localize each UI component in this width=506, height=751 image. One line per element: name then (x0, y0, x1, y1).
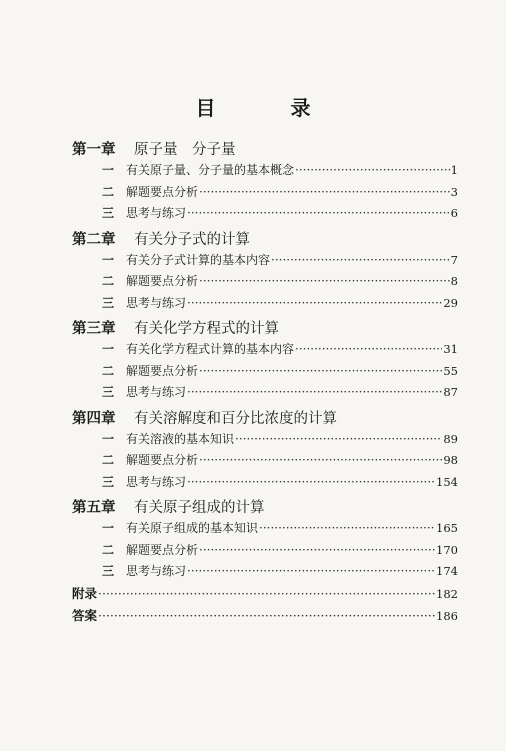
toc-entry[interactable] (72, 204, 458, 226)
appendix-label: 附录 (72, 585, 98, 601)
chapter-title: 有关原子组成的计算 (134, 500, 265, 516)
toc-entry[interactable] (72, 183, 458, 205)
dot-leader (187, 206, 450, 220)
entry-number: 二 (102, 453, 115, 467)
entry-page: 89 (443, 431, 458, 446)
toc-entry-appendix[interactable] (72, 584, 458, 606)
answers-label: 答案 (72, 607, 98, 623)
entry-title: 有关溶液的基本知识 (126, 431, 235, 446)
entry-title: 有关原子组成的基本知识 (126, 521, 259, 535)
entry-number: 三 (102, 206, 115, 220)
entry-number: 三 (102, 564, 115, 578)
chapter-label: 第五章 (72, 500, 116, 516)
toc-entry[interactable] (72, 541, 458, 563)
entry-number: 三 (102, 295, 115, 310)
entry-title: 思考与练习 (126, 295, 187, 310)
entry-page: 165 (436, 521, 458, 535)
entry-number: 三 (102, 474, 115, 489)
entry-title: 思考与练习 (126, 474, 187, 489)
dot-leader (199, 543, 435, 557)
page-title: 目 录 (195, 96, 345, 120)
entry-page: 55 (443, 363, 458, 378)
entry-number: 二 (102, 363, 115, 378)
toc-entry[interactable] (72, 383, 458, 405)
toc-entry-answers[interactable] (72, 606, 458, 628)
entry-page: 6 (450, 206, 458, 220)
chapter-label: 第二章 (72, 231, 116, 248)
entry-page: 1 (450, 163, 458, 177)
chapter-heading[interactable] (72, 496, 458, 519)
entry-title: 解题要点分析 (126, 363, 199, 378)
entry-number: 一 (102, 431, 115, 446)
dot-leader (259, 521, 435, 535)
entry-page: 186 (436, 608, 458, 623)
dot-leader (187, 475, 435, 489)
chapter-label: 第三章 (72, 321, 116, 337)
entry-page: 87 (443, 385, 458, 399)
dot-leader (199, 364, 442, 378)
dot-leader (271, 253, 450, 267)
entry-title: 思考与练习 (126, 385, 187, 399)
entry-number: 一 (102, 342, 115, 356)
dot-leader (199, 274, 450, 288)
entry-number: 二 (102, 274, 115, 288)
dot-leader (199, 185, 450, 199)
entry-page: 31 (443, 342, 458, 356)
entry-page: 3 (450, 184, 458, 199)
toc-entry[interactable] (72, 272, 458, 294)
dot-leader (295, 342, 442, 356)
entry-page: 174 (436, 564, 458, 578)
entry-number: 一 (102, 163, 115, 177)
entry-title: 解题要点分析 (126, 274, 199, 288)
dot-leader (187, 564, 435, 578)
toc-entry[interactable] (72, 362, 458, 384)
dot-leader (199, 453, 442, 467)
entry-page: 182 (436, 586, 458, 601)
entry-page: 29 (443, 295, 458, 310)
chapter-title: 原子量 分子量 (134, 142, 236, 158)
toc-entry[interactable] (72, 519, 458, 541)
toc-entry[interactable] (72, 430, 458, 452)
chapter-title: 有关溶解度和百分比浓度的计算 (134, 410, 337, 427)
chapter-heading[interactable] (72, 407, 458, 430)
entry-title: 有关化学方程式计算的基本内容 (126, 342, 295, 356)
entry-number: 二 (102, 542, 115, 557)
toc-entry[interactable] (72, 451, 458, 473)
entry-title: 思考与练习 (126, 206, 187, 220)
dot-leader (187, 385, 442, 399)
entry-number: 一 (102, 521, 115, 535)
entry-page: 170 (436, 542, 458, 557)
toc-entry[interactable] (72, 161, 458, 183)
dot-leader (98, 586, 435, 601)
entry-number: 三 (102, 385, 115, 399)
entry-title: 有关原子量、分子量的基本概念 (126, 163, 295, 177)
entry-page: 154 (436, 474, 458, 489)
dot-leader (98, 608, 435, 623)
toc-entry[interactable] (72, 473, 458, 495)
chapter-heading[interactable] (72, 138, 458, 161)
chapter-label: 第一章 (72, 142, 116, 158)
entry-title: 思考与练习 (126, 564, 187, 578)
entry-title: 解题要点分析 (126, 542, 199, 557)
entry-page: 8 (450, 274, 458, 288)
toc-entry[interactable] (72, 562, 458, 584)
dot-leader (295, 163, 450, 177)
entry-title: 解题要点分析 (126, 453, 199, 467)
toc-entry[interactable] (72, 251, 458, 273)
table-of-contents (72, 136, 458, 628)
toc-entry[interactable] (72, 294, 458, 316)
chapter-title: 有关分子式的计算 (134, 231, 250, 248)
chapter-label: 第四章 (72, 410, 116, 427)
entry-title: 有关分子式计算的基本内容 (126, 252, 271, 267)
toc-entry[interactable] (72, 340, 458, 362)
entry-number: 一 (102, 252, 115, 267)
dot-leader (235, 432, 442, 446)
chapter-heading[interactable] (72, 317, 458, 340)
chapter-title: 有关化学方程式的计算 (134, 321, 279, 337)
entry-number: 二 (102, 184, 115, 199)
entry-page: 7 (450, 252, 458, 267)
dot-leader (187, 296, 442, 310)
chapter-heading[interactable] (72, 228, 458, 251)
entry-page: 98 (443, 453, 458, 467)
entry-title: 解题要点分析 (126, 184, 199, 199)
